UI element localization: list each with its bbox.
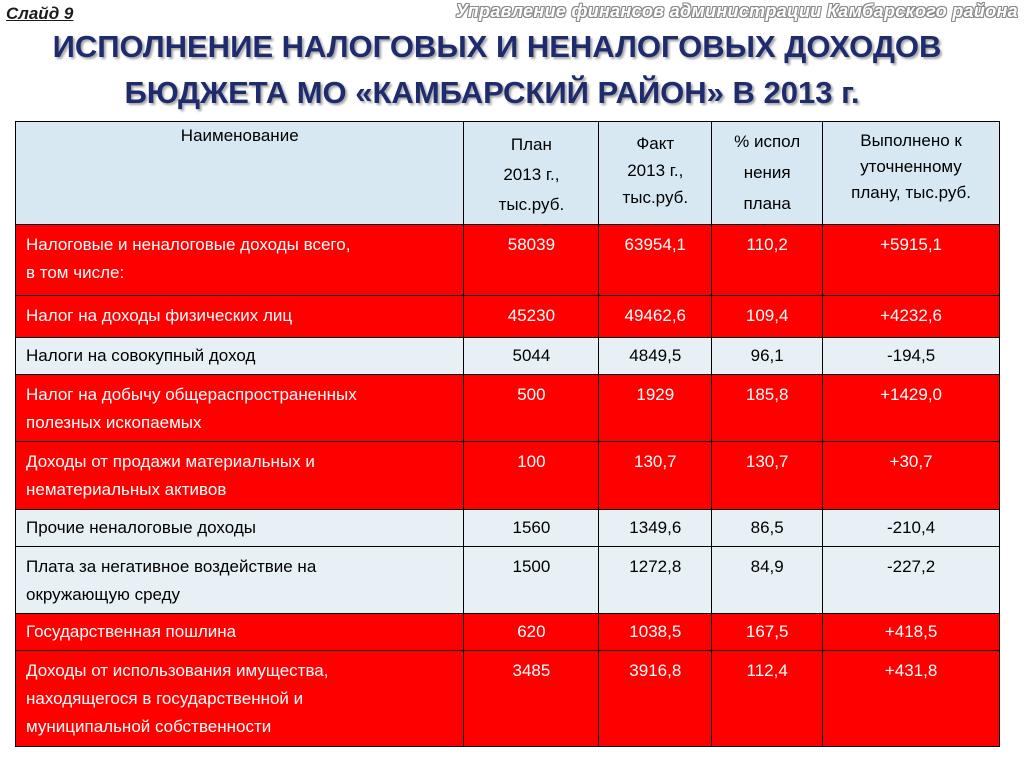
row-name-cell [16, 375, 464, 442]
row-name-cell: Налоги на совокупный доход [16, 338, 464, 375]
organization-header: Управление финансов администрации Камбарского района [455, 1, 1018, 21]
table-row [16, 510, 1000, 547]
row-name-cell [16, 442, 464, 510]
table-header-row [16, 122, 1000, 225]
fact-cell: 49462,6 [599, 296, 712, 338]
percent-cell: 110,2 [712, 225, 823, 296]
executed-cell: +1429,0 [823, 375, 1000, 442]
table-row [16, 225, 1000, 296]
header-name [16, 122, 464, 225]
fact-cell: 1038,5 [599, 614, 712, 651]
row-name-cell [16, 651, 464, 747]
header-plan-line: План [510, 135, 552, 154]
header-plan-line: тыс.руб. [498, 195, 565, 214]
executed-cell: +418,5 [823, 614, 1000, 651]
plan-cell: 620 [464, 614, 599, 651]
header-executed-line: Выполнено к [860, 131, 962, 150]
header-executed [823, 122, 1000, 225]
fact-cell: 1929 [599, 375, 712, 442]
fact-cell: 3916,8 [599, 651, 712, 747]
executed-cell: +5915,1 [823, 225, 1000, 296]
percent-cell: 86,5 [712, 510, 823, 547]
percent-cell: 167,5 [712, 614, 823, 651]
table-row [16, 338, 1000, 375]
percent-cell: 84,9 [712, 547, 823, 614]
row-name-cell: Прочие неналоговые доходы [16, 510, 464, 547]
fact-cell: 4849,5 [599, 338, 712, 375]
row-name: полезных ископаемых [26, 413, 202, 432]
row-name-cell [16, 547, 464, 614]
fact-cell: 63954,1 [599, 225, 712, 296]
table-row [16, 442, 1000, 510]
percent-cell: 96,1 [712, 338, 823, 375]
header-executed-line: уточненному [860, 157, 962, 176]
row-name-cell: Налог на доходы физических лиц [16, 296, 464, 338]
plan-cell: 1500 [464, 547, 599, 614]
table-row [16, 547, 1000, 614]
table-row [16, 296, 1000, 338]
header-percent-line: % испол [734, 132, 801, 151]
fact-cell: 1272,8 [599, 547, 712, 614]
table-row [16, 375, 1000, 442]
plan-cell: 100 [464, 442, 599, 510]
header-fact-line: 2013 г., [627, 161, 684, 180]
percent-cell: 185,8 [712, 375, 823, 442]
row-name: Доходы от использования имущества, [26, 661, 329, 680]
slide-title-line2: БЮДЖЕТА МО «КАМБАРСКИЙ РАЙОН» В 2013 г. [124, 75, 860, 110]
row-name: муниципальной собственности [26, 717, 272, 736]
percent-cell: 130,7 [712, 442, 823, 510]
revenue-table [15, 121, 1000, 747]
header-plan [464, 122, 599, 225]
header-percent-line: нения [743, 163, 791, 182]
table-row [16, 651, 1000, 747]
executed-cell: -227,2 [823, 547, 1000, 614]
header-fact [599, 122, 712, 225]
row-name: Доходы от продажи материальных и [26, 452, 315, 471]
header-percent [712, 122, 823, 225]
percent-cell: 109,4 [712, 296, 823, 338]
plan-cell: 3485 [464, 651, 599, 747]
plan-cell: 45230 [464, 296, 599, 338]
plan-cell: 58039 [464, 225, 599, 296]
row-name: Налог на добычу общераспространенных [26, 385, 357, 404]
fact-cell: 130,7 [599, 442, 712, 510]
executed-cell: -194,5 [823, 338, 1000, 375]
plan-cell: 5044 [464, 338, 599, 375]
header-name-text: Наименование [180, 126, 299, 145]
slide-title [0, 24, 1024, 116]
header-plan-line: 2013 г., [503, 165, 560, 184]
header-percent-line: плана [743, 194, 791, 213]
row-name: в том числе: [26, 263, 125, 282]
header-fact-line: тыс.руб. [622, 188, 689, 207]
executed-cell: +431,8 [823, 651, 1000, 747]
header-fact-line: Факт [636, 134, 675, 153]
slide-number-label: Слайд 9 [6, 4, 74, 23]
row-name: Плата за негативное воздействие на [26, 557, 317, 576]
row-name: нематериальных активов [26, 480, 227, 499]
row-name-cell: Государственная пошлина [16, 614, 464, 651]
percent-cell: 112,4 [712, 651, 823, 747]
plan-cell: 500 [464, 375, 599, 442]
row-name: Налоговые и неналоговые доходы всего, [26, 235, 351, 254]
row-name: окружающую среду [26, 585, 181, 604]
fact-cell: 1349,6 [599, 510, 712, 547]
executed-cell: -210,4 [823, 510, 1000, 547]
executed-cell: +4232,6 [823, 296, 1000, 338]
row-name-cell [16, 225, 464, 296]
table-row [16, 614, 1000, 651]
executed-cell: +30,7 [823, 442, 1000, 510]
header-executed-line: плану, тыс.руб. [851, 183, 971, 202]
row-name: находящегося в государственной и [26, 689, 304, 708]
slide-title-line1: ИСПОЛНЕНИЕ НАЛОГОВЫХ И НЕНАЛОГОВЫХ ДОХОДОВ [52, 29, 942, 64]
plan-cell: 1560 [464, 510, 599, 547]
